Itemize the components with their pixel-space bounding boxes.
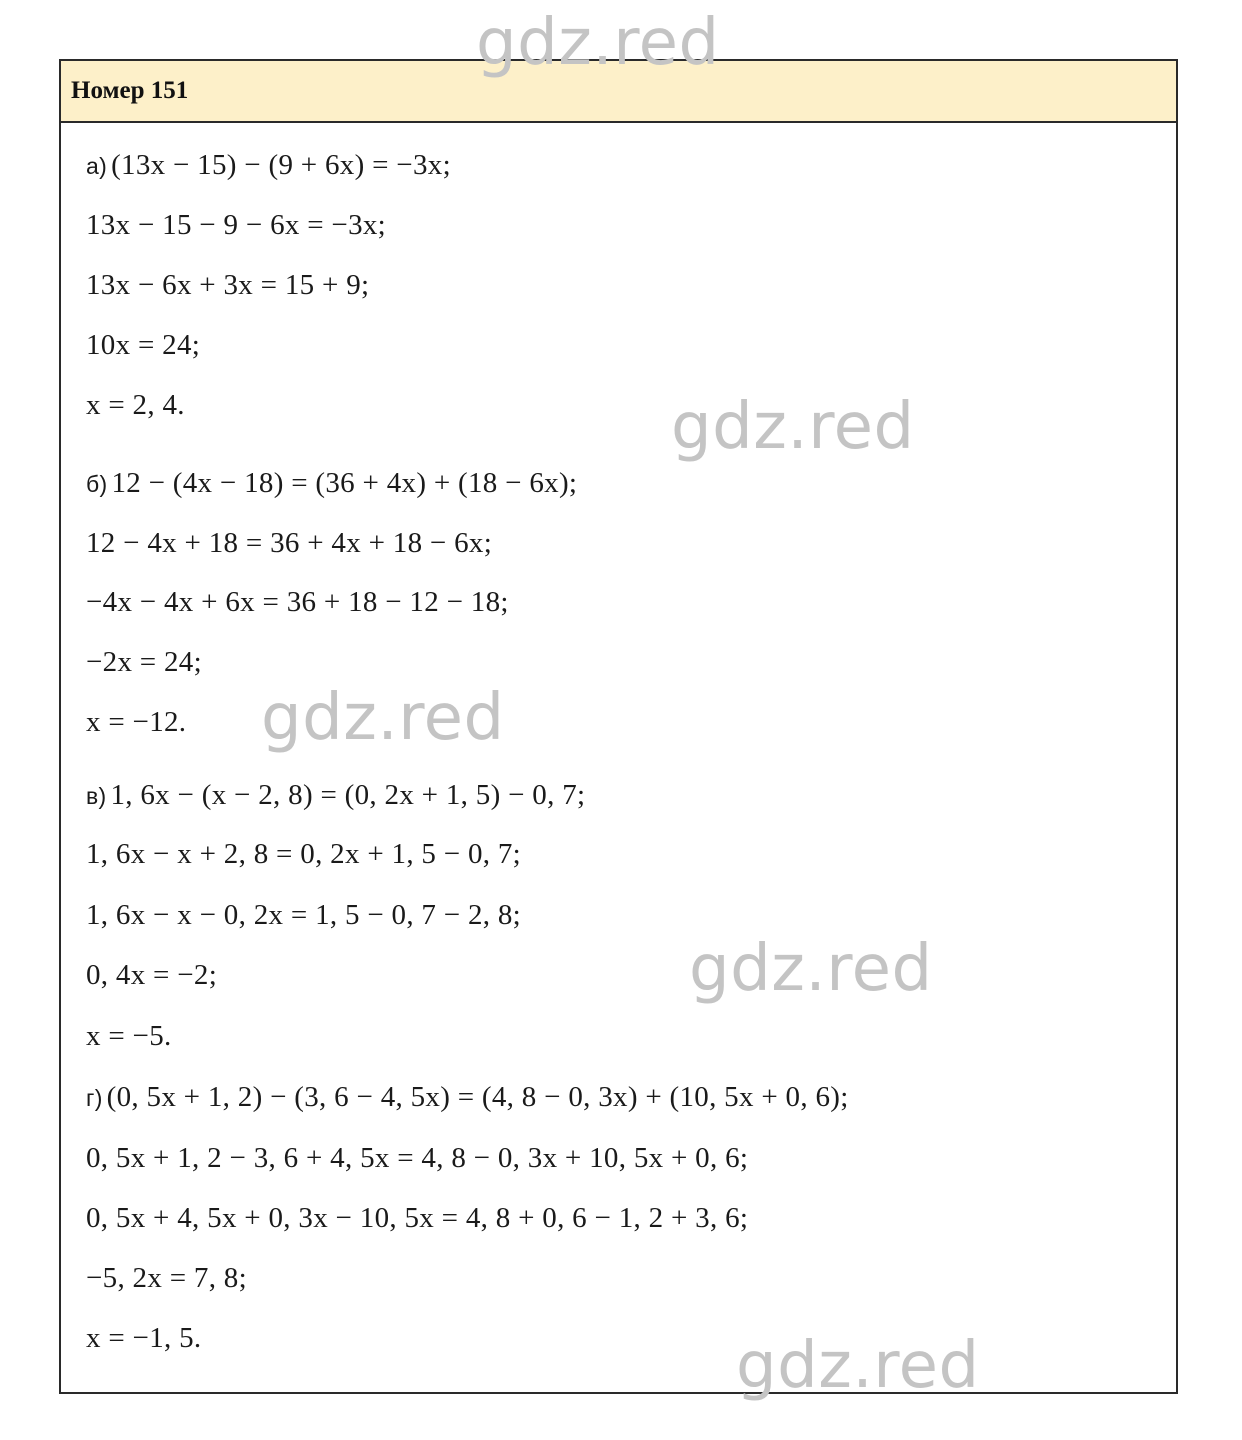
equation-line [86, 1081, 849, 1114]
equation-line: 1, 6x − x − 0, 2x = 1, 5 − 0, 7 − 2, 8; [86, 899, 522, 931]
equation-text: (13x − 15) − (9 + 6x) = −3x; [111, 149, 451, 181]
watermark: gdz.red [261, 681, 505, 755]
equation-line: 13x − 15 − 9 − 6x = −3x; [86, 209, 387, 241]
equation-line: 13x − 6x + 3x = 15 + 9; [86, 269, 370, 301]
equation-line [86, 467, 577, 500]
equation-line: x = −12. [86, 706, 187, 738]
part-label: а) [86, 153, 108, 179]
equation-line: −5, 2x = 7, 8; [86, 1262, 247, 1294]
equation-text: 1, 6x − (x − 2, 8) = (0, 2x + 1, 5) − 0, 7; [110, 779, 586, 811]
equation-line: x = −5. [86, 1020, 172, 1052]
watermark: gdz.red [476, 6, 720, 80]
equation-line [86, 149, 451, 182]
problem-title: Номер 151 [71, 77, 189, 104]
equation-line: 10x = 24; [86, 329, 201, 361]
equation-line: 0, 5x + 1, 2 − 3, 6 + 4, 5x = 4, 8 − 0, 3x + 10, 5x + 0, 6; [86, 1142, 749, 1174]
part-label: г) [86, 1085, 103, 1111]
equation-line [86, 779, 585, 812]
solution-card [59, 59, 1178, 1394]
equation-text: (0, 5x + 1, 2) − (3, 6 − 4, 5x) = (4, 8 − 0, 3x) + (10, 5x + 0, 6); [106, 1081, 849, 1113]
watermark: gdz.red [689, 932, 933, 1006]
part-label: б) [86, 471, 108, 497]
equation-line: x = 2, 4. [86, 389, 185, 421]
part-label: в) [86, 783, 107, 809]
equation-line: 0, 4x = −2; [86, 959, 218, 991]
watermark: gdz.red [736, 1329, 980, 1403]
watermark: gdz.red [671, 390, 915, 464]
equation-line: 12 − 4x + 18 = 36 + 4x + 18 − 6x; [86, 527, 493, 559]
equation-text: 12 − (4x − 18) = (36 + 4x) + (18 − 6x); [111, 467, 578, 499]
equation-line: 0, 5x + 4, 5x + 0, 3x − 10, 5x = 4, 8 + 0, 6 − 1, 2 + 3, 6; [86, 1202, 749, 1234]
equation-line: x = −1, 5. [86, 1322, 202, 1354]
equation-line: 1, 6x − x + 2, 8 = 0, 2x + 1, 5 − 0, 7; [86, 838, 522, 870]
equation-line: −2x = 24; [86, 646, 202, 678]
equation-line: −4x − 4x + 6x = 36 + 18 − 12 − 18; [86, 586, 509, 618]
